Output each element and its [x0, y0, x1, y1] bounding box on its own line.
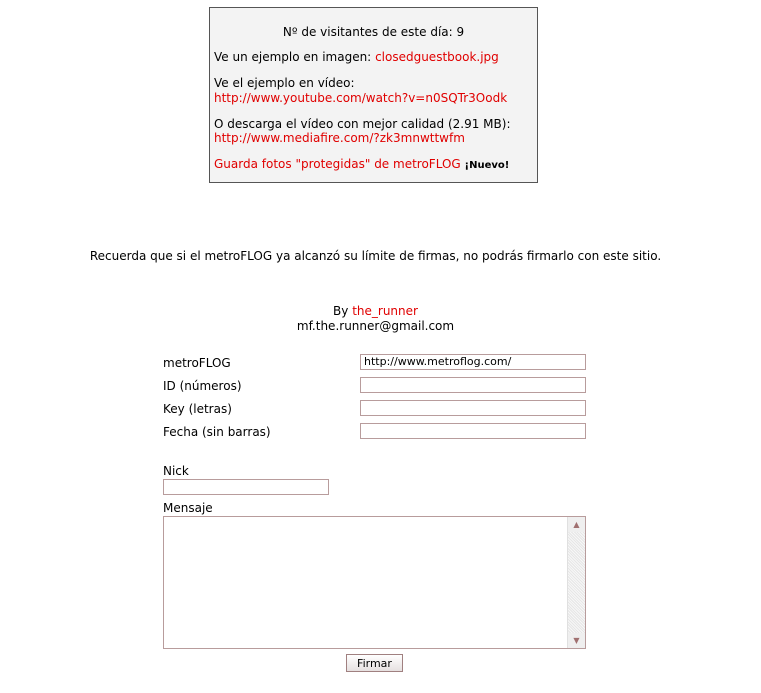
byline — [0, 304, 751, 334]
nick-input[interactable] — [163, 479, 329, 495]
protected-photos-link[interactable]: Guarda fotos "protegidas" de metroFLOG — [214, 157, 461, 171]
metroflog-label: metroFLOG — [163, 356, 231, 370]
metroflog-url-input[interactable]: http://www.metroflog.com/ — [360, 354, 586, 370]
video-example-label: Ve el ejemplo en vídeo: — [214, 76, 355, 90]
key-input[interactable] — [360, 400, 586, 416]
message-textarea[interactable] — [163, 516, 586, 649]
byline-prefix: By — [333, 304, 349, 318]
id-label: ID (números) — [163, 379, 242, 393]
protected-photos-row — [214, 156, 509, 174]
image-example-link[interactable]: closedguestbook.jpg — [375, 50, 499, 64]
download-label: O descarga el vídeo con mejor calidad (2.91 MB): — [214, 117, 511, 131]
date-label: Fecha (sin barras) — [163, 425, 271, 439]
date-input[interactable] — [360, 423, 586, 439]
video-example-link[interactable]: http://www.youtube.com/watch?v=n0SQTr3Oodk — [214, 91, 508, 105]
signature-limit-notice: Recuerda que si el metroFLOG ya alcanzó su límite de firmas, no podrás firmarlo con este sitio. — [89, 249, 662, 263]
message-scrollbar[interactable] — [567, 517, 585, 648]
author-email: mf.the.runner@gmail.com — [296, 319, 455, 333]
visitor-counter: Nº de visitantes de este día: 9 — [282, 25, 465, 39]
author-link[interactable]: the_runner — [352, 304, 418, 318]
download-link[interactable]: http://www.mediafire.com/?zk3mnwttwfm — [214, 131, 465, 145]
image-example-row — [214, 49, 499, 65]
id-input[interactable] — [360, 377, 586, 393]
submit-button[interactable]: Firmar — [346, 654, 403, 672]
scroll-up-icon[interactable]: ▲ — [568, 517, 585, 532]
message-label: Mensaje — [163, 501, 213, 515]
new-badge: ¡Nuevo! — [464, 160, 510, 171]
key-label: Key (letras) — [163, 402, 232, 416]
info-box — [209, 7, 538, 183]
nick-label: Nick — [163, 464, 189, 478]
image-example-label: Ve un ejemplo en imagen: — [214, 50, 372, 64]
scroll-down-icon[interactable]: ▼ — [568, 633, 585, 648]
